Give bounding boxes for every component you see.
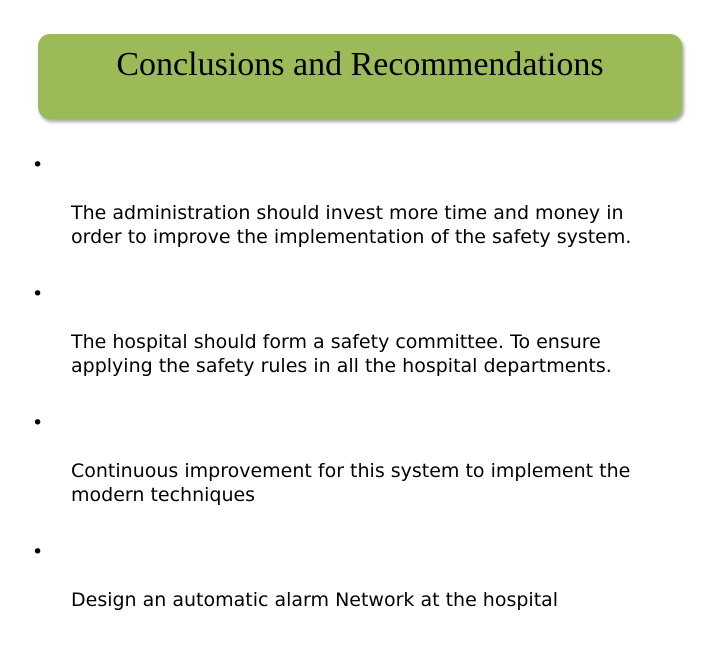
bullet-text: Continuous improvement for this system to implement the modern techniques [71, 460, 631, 506]
bullet-text: The hospital should form a safety committee. To ensure applying the safety rules in all the hospital departments. [71, 331, 612, 377]
bullet-item [32, 540, 692, 612]
bullet-text: Design an automatic alarm Network at the hospital [71, 589, 559, 611]
bullet-item [32, 411, 692, 507]
bullet-icon: • [32, 154, 44, 176]
slide-title: Conclusions and Recommendations [116, 46, 604, 83]
bullet-item [32, 282, 692, 378]
bullet-icon: • [32, 283, 44, 305]
bullet-icon: • [32, 541, 44, 563]
bullet-text: The administration should invest more time and money in order to improve the implementation of the safety system. [71, 202, 632, 248]
title-banner [38, 34, 682, 119]
bullet-list [32, 153, 692, 645]
bullet-icon: • [32, 412, 44, 434]
bullet-item [32, 153, 692, 249]
